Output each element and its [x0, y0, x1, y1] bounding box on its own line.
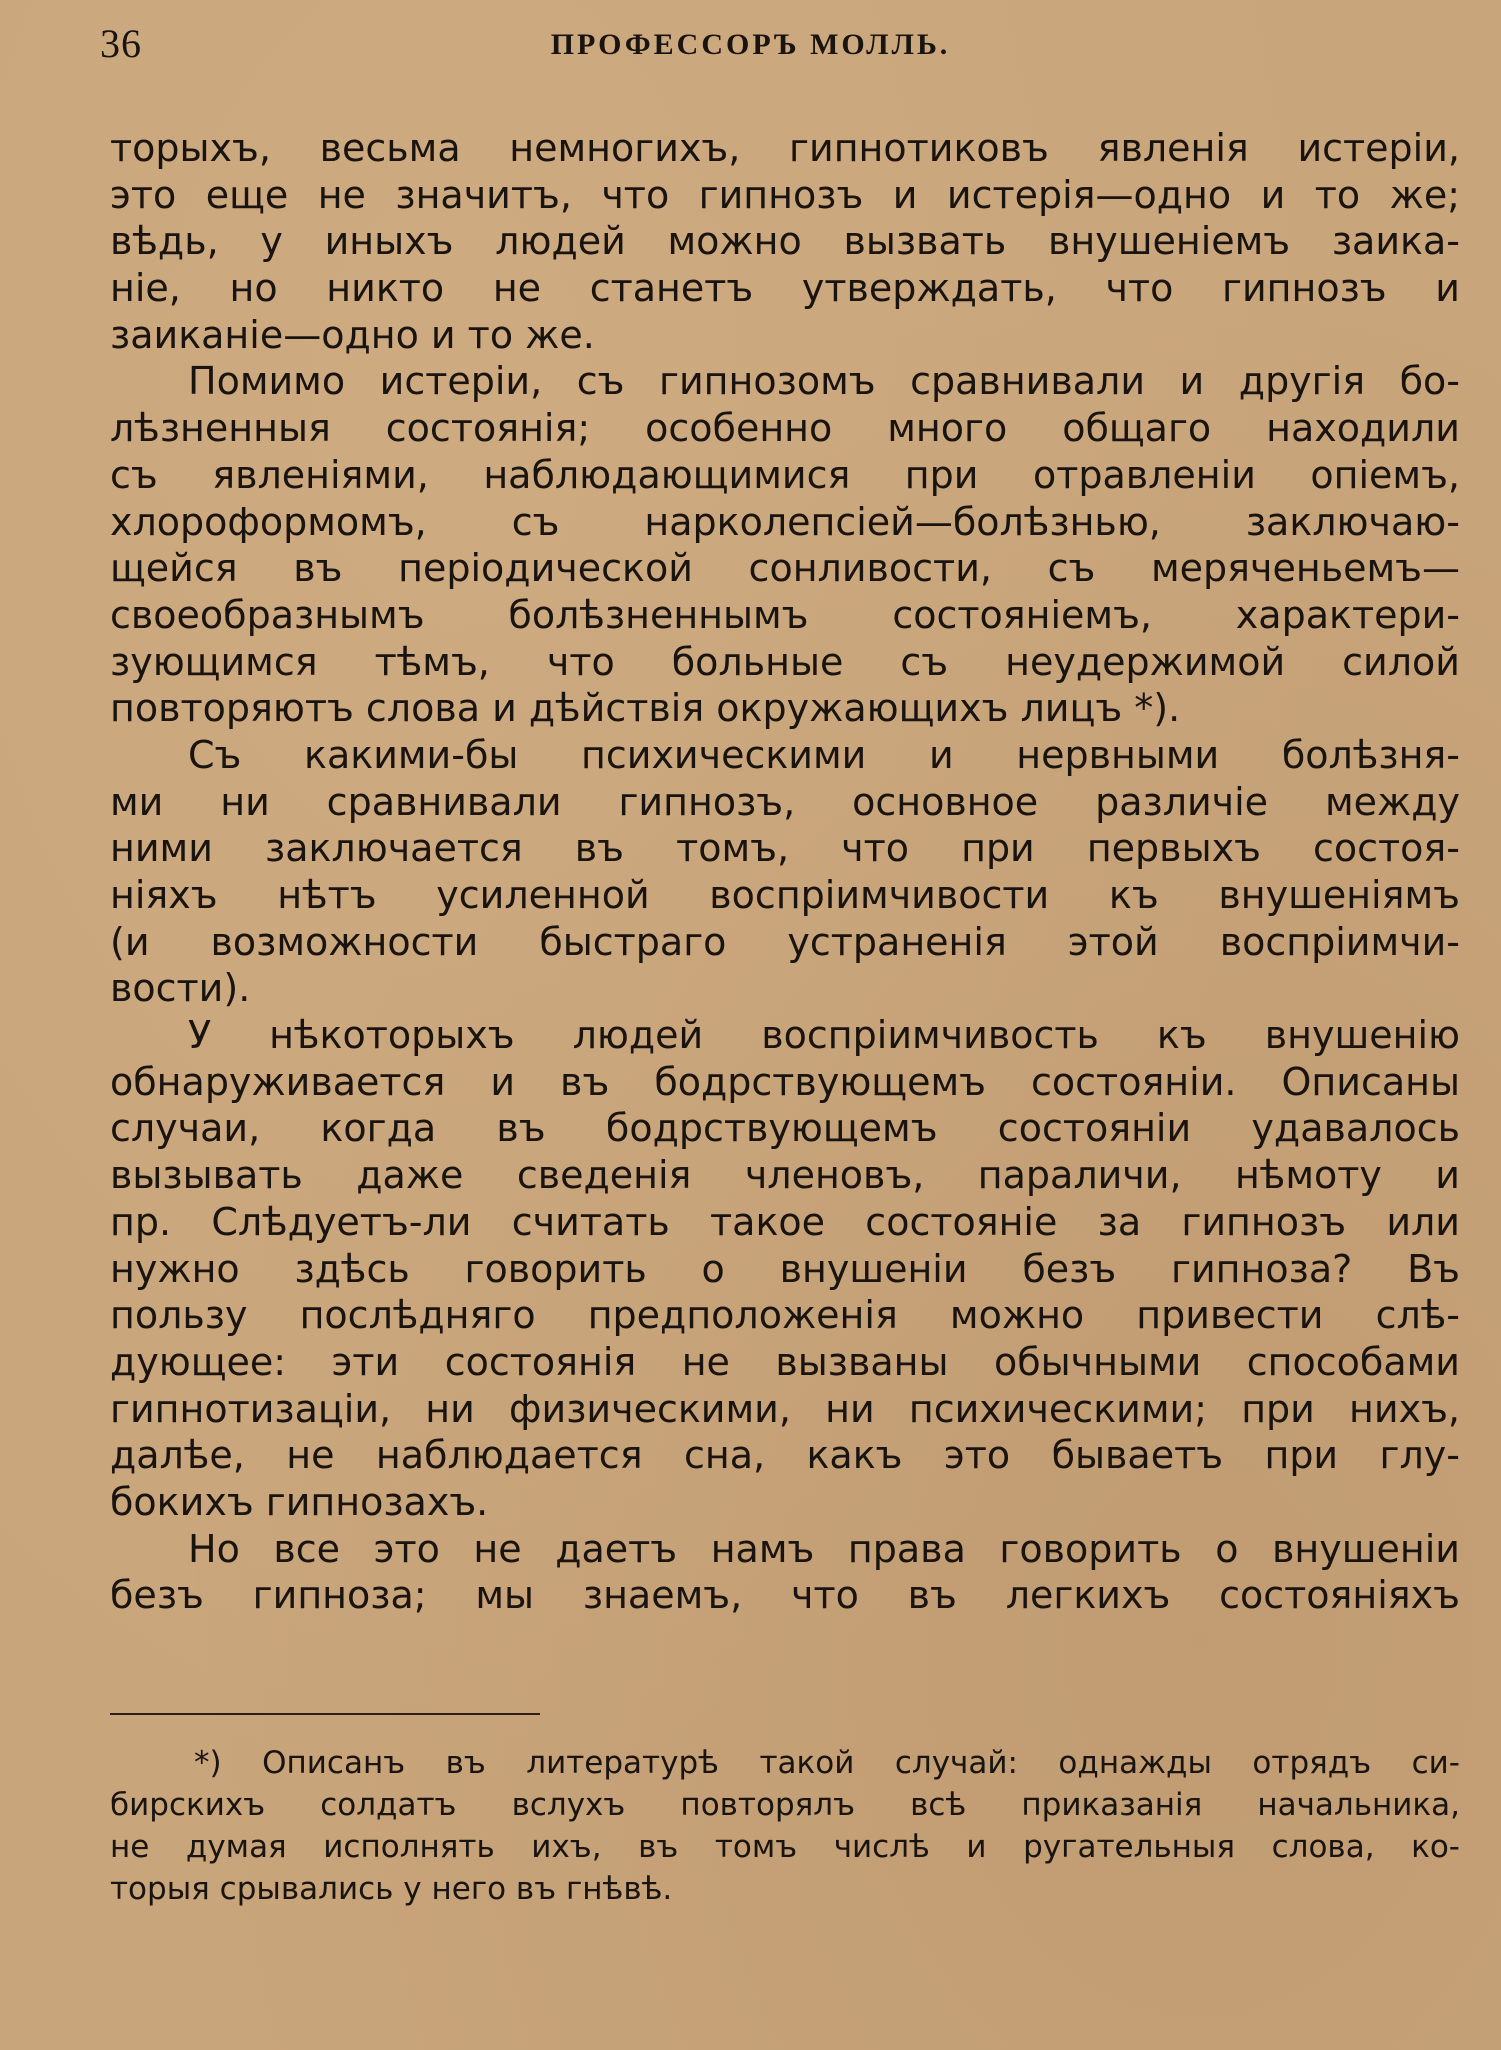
- text-line: (и возможности быстраго устраненія этой воспріимчи-: [110, 919, 1460, 964]
- text-line: ми ни сравнивали гипнозъ, основное различіе между: [110, 779, 1460, 824]
- text-line: вызывать даже сведенія членовъ, параличи, нѣмоту и: [110, 1153, 1460, 1198]
- text-line: ними заключается въ томъ, что при первыхъ состоя-: [110, 826, 1460, 871]
- running-head: [100, 20, 1401, 80]
- text-line: ніяхъ нѣтъ усиленной воспріимчивости къ внушеніямъ: [110, 873, 1460, 917]
- text-line: вости).: [110, 966, 251, 1011]
- text-line: торыхъ, весьма немногихъ, гипнотиковъ явленія истеріи,: [110, 126, 1460, 170]
- text-line: щейся въ періодической сонливости, съ меряченьемъ—: [110, 546, 1460, 591]
- footnote: [110, 1742, 1460, 1910]
- text-line: вѣдь, у иныхъ людей можно вызвать внушеніемъ заика-: [110, 219, 1460, 264]
- text-line: это еще не значитъ, что гипнозъ и истерія—одно и то же;: [110, 172, 1460, 217]
- text-line: нужно здѣсь говорить о внушеніи безъ гипноза? Въ: [110, 1246, 1460, 1291]
- page-number: 36: [100, 21, 142, 66]
- running-title: ПРОФЕССОРЪ МОЛЛЬ.: [550, 28, 951, 61]
- paragraph-start-line: Помимо истеріи, съ гипнозомъ сравнивали и другія бо-: [188, 359, 1460, 404]
- footnote-rule: [110, 1713, 540, 1715]
- footnote-line: не думая исполнять ихъ, въ томъ числѣ и ругательныя слова, ко-: [110, 1829, 1460, 1865]
- footnote-line: бирскихъ солдатъ вслухъ повторялъ всѣ приказанія начальника,: [110, 1787, 1460, 1823]
- text-line: дующее: эти состоянія не вызваны обычными способами: [110, 1339, 1460, 1384]
- paragraph-start-line: У нѣкоторыхъ людей воспріимчивость къ внушенію: [188, 1013, 1460, 1058]
- text-line: безъ гипноза; мы знаемъ, что въ легкихъ состояніяхъ: [110, 1573, 1460, 1618]
- text-line: гипнотизаціи, ни физическими, ни психическими; при нихъ,: [110, 1386, 1460, 1431]
- text-line: пользу послѣдняго предположенія можно привести слѣ-: [110, 1293, 1460, 1338]
- text-line: заиканіе—одно и то же.: [110, 312, 595, 357]
- text-line: хлороформомъ, съ нарколепсіей—болѣзнью, заключаю-: [110, 499, 1460, 544]
- footnote-line: *) Описанъ въ литературѣ такой случай: однажды отрядъ си-: [194, 1745, 1460, 1781]
- text-line: повторяютъ слова и дѣйствія окружающихъ лицъ *).: [110, 686, 1181, 731]
- body-text: [110, 125, 1460, 1619]
- text-line: пр. Слѣдуетъ-ли считать такое состояніе за гипнозъ или: [110, 1199, 1460, 1244]
- text-line: далѣе, не наблюдается сна, какъ это бываетъ при глу-: [110, 1433, 1460, 1478]
- text-line: случаи, когда въ бодрствующемъ состояніи удавалось: [110, 1106, 1460, 1151]
- text-line: лѣзненныя состоянія; особенно много общаго находили: [110, 406, 1460, 451]
- text-line: съ явленіями, наблюдающимися при отравленіи опіемъ,: [110, 452, 1460, 497]
- footnote-line: торыя срывались у него въ гнѣвѣ.: [110, 1871, 673, 1907]
- paragraph-start-line: Съ какими-бы психическими и нервными болѣзня-: [188, 732, 1460, 777]
- paragraph-start-line: Но все это не даетъ намъ права говорить о внушеніи: [188, 1526, 1460, 1571]
- text-line: своеобразнымъ болѣзненнымъ состояніемъ, характери-: [110, 592, 1460, 637]
- text-line: зующимся тѣмъ, что больные съ неудержимой силой: [110, 639, 1460, 684]
- text-line: ніе, но никто не станетъ утверждать, что гипнозъ и: [110, 266, 1460, 311]
- text-line: обнаруживается и въ бодрствующемъ состояніи. Описаны: [110, 1059, 1460, 1104]
- text-line: бокихъ гипнозахъ.: [110, 1479, 489, 1524]
